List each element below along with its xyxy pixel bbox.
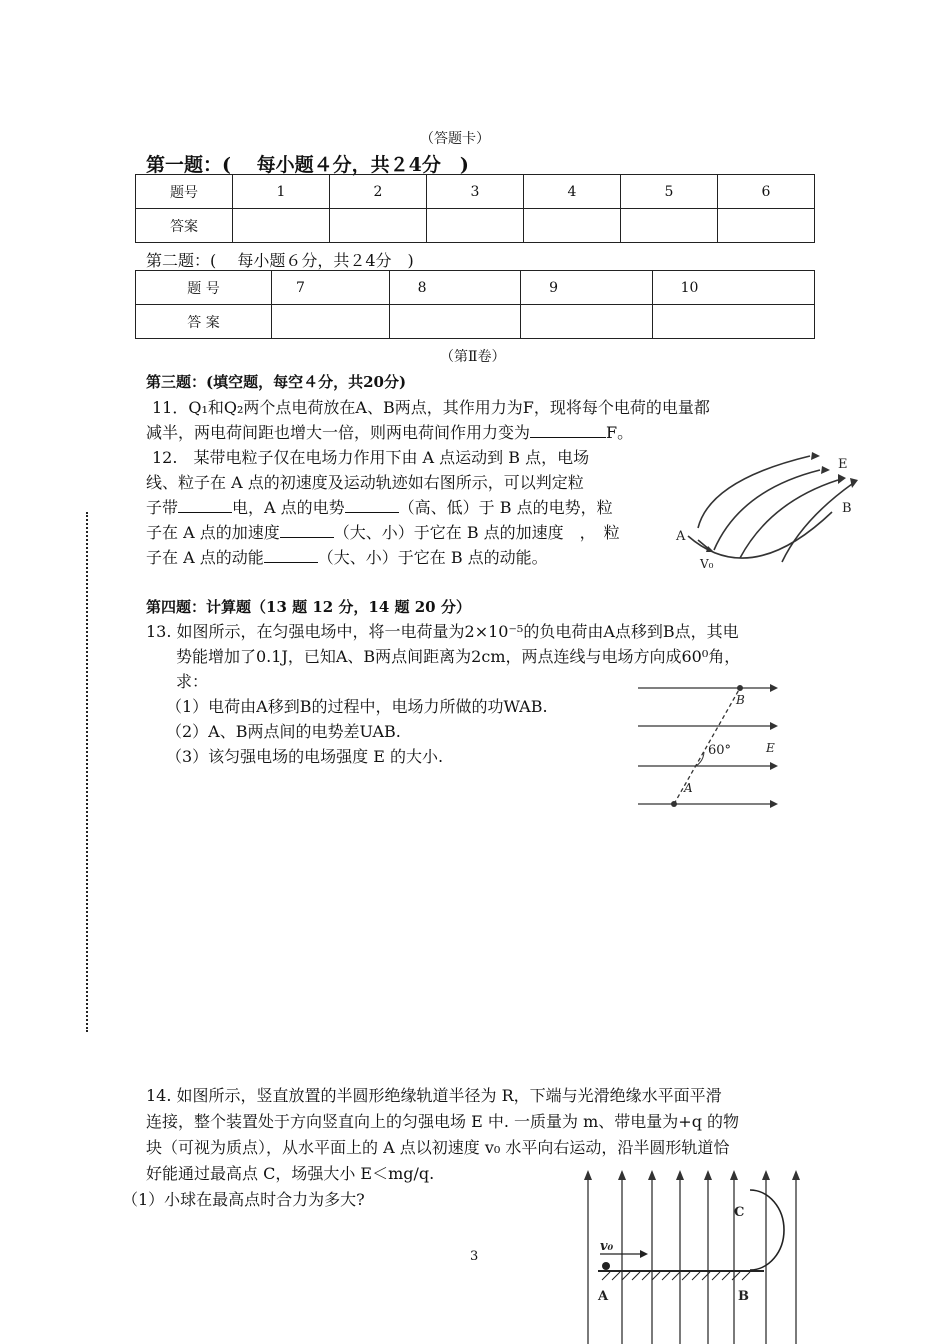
question-number: 2 bbox=[330, 175, 427, 209]
label-b: B bbox=[738, 1289, 749, 1304]
question-11-text: 减半，两电荷间距也增大一倍，则两电荷间作用力变为 bbox=[146, 423, 531, 442]
answer-blank[interactable] bbox=[178, 496, 232, 513]
semicircle-track bbox=[750, 1190, 784, 1270]
question-14-line2: 连接，整个装置处于方向竖直向上的匀强电场 E 中. 一质量为 m、带电量为+q 的物 bbox=[146, 1112, 740, 1131]
angle-label: 60° bbox=[708, 743, 732, 758]
question-11-unit: F。 bbox=[606, 423, 634, 442]
question-11-line1: 11．Q₁和Q₂两个点电荷放在A、B两点，其作用力为F，现将每个电荷的电量都 bbox=[152, 398, 710, 417]
table-row-label: 答 案 bbox=[136, 305, 272, 339]
question-12-line3 bbox=[146, 495, 613, 520]
label-e: E bbox=[838, 457, 848, 472]
table-row-label: 答案 bbox=[136, 209, 233, 243]
question-number: 6 bbox=[718, 175, 815, 209]
answer-card-title: （答题卡） bbox=[420, 131, 490, 147]
field-lines-figure bbox=[670, 440, 865, 580]
uniform-field-figure bbox=[630, 676, 790, 816]
part1-title: 第一题：( 每小题４分，共２4分 ) bbox=[146, 154, 469, 176]
answer-blank[interactable] bbox=[264, 546, 318, 563]
answer-blank[interactable] bbox=[280, 521, 334, 538]
question-12-line1: 12. 某带电粒子仅在电场力作用下由 A 点运动到 B 点，电场 bbox=[152, 448, 590, 467]
question-12-text: 子在 A 点的动能 bbox=[146, 548, 264, 567]
answer-cell[interactable] bbox=[233, 209, 330, 243]
page-number: 3 bbox=[470, 1249, 479, 1264]
question-12-text: 子在 A 点的加速度 bbox=[146, 523, 280, 542]
part2-title: 第二题：( 每小题６分，共２4分 ) bbox=[146, 251, 414, 270]
question-13-sub3: （3）该匀强电场的电场强度 E 的大小. bbox=[166, 747, 444, 766]
question-12-text: （大、小）于它在 B 点的动能。 bbox=[317, 548, 548, 567]
volume2-label: （第Ⅱ卷） bbox=[440, 349, 506, 365]
answer-cell[interactable] bbox=[330, 209, 427, 243]
answer-blank[interactable] bbox=[530, 421, 606, 438]
field-line bbox=[714, 470, 820, 550]
question-14-sub1: （1）小球在最高点时合力为多大? bbox=[122, 1190, 365, 1209]
question-12-text: （高、低）于 B 点的电势，粒 bbox=[398, 498, 613, 517]
question-14-line3: 块（可视为质点），从水平面上的 A 点以初速度 v₀ 水平向右运动，沿半圆形轨道恰 bbox=[146, 1138, 730, 1157]
question-13-line1: 13. 如图所示，在匀强电场中，将一电荷量为2×10⁻⁵的负电荷由A点移到B点，其电 bbox=[146, 622, 739, 641]
question-13-sub2: （2）A、B两点间的电势差UAB. bbox=[166, 722, 401, 741]
question-number: 7 bbox=[272, 271, 390, 305]
question-number: 10 bbox=[652, 271, 814, 305]
field-line bbox=[698, 456, 810, 528]
label-c: C bbox=[734, 1205, 745, 1220]
answer-cell[interactable] bbox=[524, 209, 621, 243]
question-number: 8 bbox=[389, 271, 520, 305]
answer-cell[interactable] bbox=[389, 305, 520, 339]
answer-cell[interactable] bbox=[272, 305, 390, 339]
table-row-label: 题号 bbox=[136, 175, 233, 209]
binding-line bbox=[86, 512, 88, 1032]
question-13-line2: 势能增加了0.1J，已知A、B两点间距离为2cm，两点连线与电场方向成60⁰角， bbox=[176, 647, 741, 666]
part4-title: 第四题：计算题（13 题 12 分，14 题 20 分） bbox=[146, 598, 471, 616]
label-e: E bbox=[766, 741, 775, 755]
question-12-line2: 线、粒子在 A 点的初速度及运动轨迹如右图所示，可以判定粒 bbox=[146, 473, 584, 492]
question-12-text: 电，A 点的电势 bbox=[232, 498, 345, 517]
label-a: A bbox=[684, 781, 693, 795]
question-12-line4 bbox=[146, 520, 620, 545]
label-v0: V₀ bbox=[700, 557, 714, 571]
label-b: B bbox=[842, 501, 852, 516]
question-14-line4: 好能通过最高点 C，场强大小 E＜mg/q. bbox=[146, 1164, 435, 1183]
question-number: 5 bbox=[621, 175, 718, 209]
question-13-sub1: （1）电荷由A移到B的过程中，电场力所做的功WAB. bbox=[166, 697, 548, 716]
answer-cell[interactable] bbox=[718, 209, 815, 243]
label-b: B bbox=[736, 693, 745, 707]
question-number: 9 bbox=[521, 271, 652, 305]
label-a: A bbox=[598, 1289, 609, 1304]
question-number: 3 bbox=[427, 175, 524, 209]
question-14-line1: 14. 如图所示，竖直放置的半圆形绝缘轨道半径为 R，下端与光滑绝缘水平面平滑 bbox=[146, 1086, 722, 1105]
question-12-text: 子带 bbox=[146, 498, 179, 517]
semicircle-track-figure bbox=[578, 1166, 808, 1344]
question-13-line3: 求： bbox=[176, 672, 209, 691]
block bbox=[602, 1262, 610, 1270]
part3-title: 第三题：(填空题，每空４分，共20分) bbox=[146, 373, 407, 391]
label-a: A bbox=[676, 529, 686, 544]
table-row-label: 题 号 bbox=[136, 271, 272, 305]
label-v0: v₀ bbox=[600, 1239, 614, 1254]
question-number: 4 bbox=[524, 175, 621, 209]
question-number: 1 bbox=[233, 175, 330, 209]
question-12-line5 bbox=[146, 545, 548, 570]
question-11-line2 bbox=[146, 420, 633, 445]
answer-cell[interactable] bbox=[621, 209, 718, 243]
part1-answer-table bbox=[135, 174, 815, 243]
field-line bbox=[782, 484, 852, 562]
answer-cell[interactable] bbox=[521, 305, 652, 339]
answer-blank[interactable] bbox=[345, 496, 399, 513]
answer-cell[interactable] bbox=[652, 305, 814, 339]
question-12-text: （大、小）于它在 B 点的加速度 ， 粒 bbox=[333, 523, 620, 542]
answer-cell[interactable] bbox=[427, 209, 524, 243]
part2-answer-table bbox=[135, 270, 815, 339]
